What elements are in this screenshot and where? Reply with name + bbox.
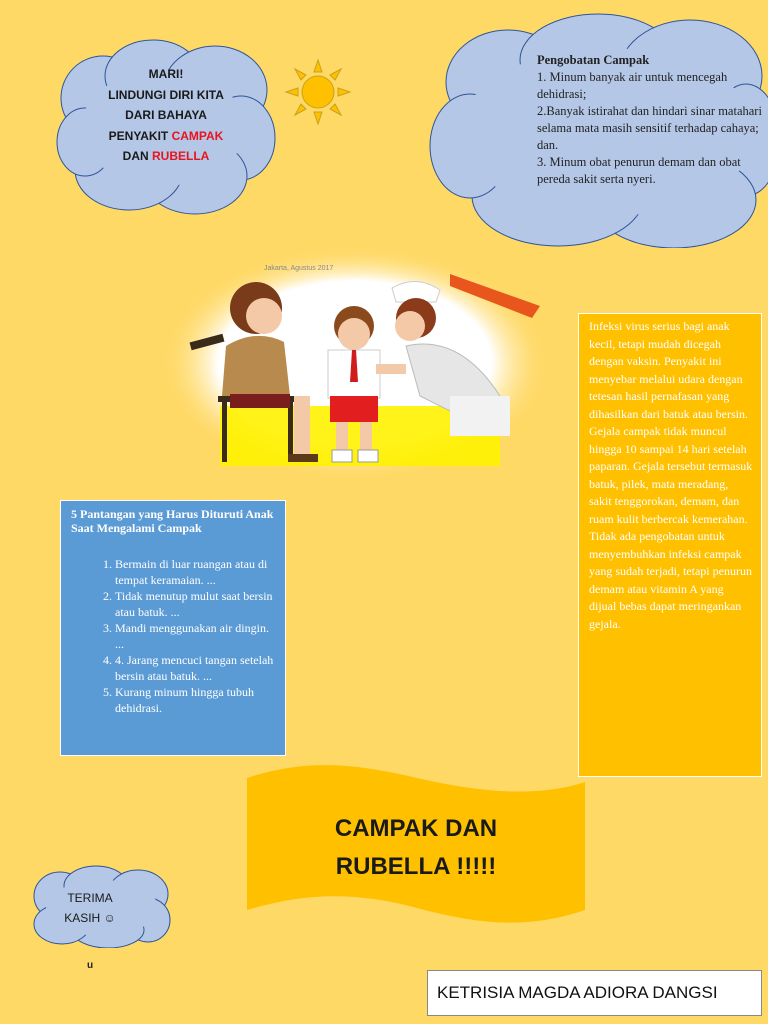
campaign-line-4 (55, 126, 277, 147)
rubella-highlight: RUBELLA (152, 149, 210, 163)
restrictions-title: 5 Pantangan yang Harus Dituruti Anak Saat Mengalami Campak (71, 507, 274, 535)
cloud-thanks (30, 864, 172, 948)
banner-line-1: CAMPAK DAN (334, 815, 498, 842)
vaccination-illustration (160, 246, 550, 480)
list-item: 4. 4. Jarang mencuci tangan setelah bersin atau batuk. ... (115, 652, 277, 684)
cloud-treatment (428, 12, 768, 248)
campaign-line-2: LINDUNGI DIRI KITA (108, 87, 224, 102)
restrictions-box (60, 500, 286, 756)
campaign-line-3: DARI BAHAYA (125, 108, 207, 122)
treatment-text (537, 52, 763, 188)
cloud-campaign-message (55, 38, 277, 216)
info-paragraph-2: Gejala campak tidak muncul hingga 10 sampai 14 hari setelah paparan. Gejala tersebut termasuk batuk, pilek, mata meradang, sakit tenggorokan, demam, dan ruam kulit berbercak kemerahan. (589, 424, 753, 526)
restrictions-list (61, 556, 285, 716)
list-item: 2. Tidak menutup mulut saat bersin atau batuk. ... (115, 588, 277, 620)
cloud-campaign-text (55, 64, 277, 167)
stray-character: u (87, 960, 94, 971)
treatment-title: Pengobatan Campak (537, 53, 650, 67)
campaign-line-1: MARI! (148, 67, 184, 81)
banner-line-2: RUBELLA !!!!! (335, 853, 497, 880)
illustration-caption: Jakarta, Agustus 2017 (264, 265, 334, 272)
campak-highlight: CAMPAK (171, 128, 224, 143)
thanks-line-1: TERIMA (67, 891, 113, 905)
sun-icon (284, 58, 352, 126)
treatment-item: 2.Banyak istirahat dan hindari sinar matahari selama mata masih sensitif terhadap cahaya; dan. (537, 104, 762, 152)
info-paragraph-3: Tidak ada pengobatan untuk menyembuhkan infeksi campak yang sudah terjadi, tetapi penurun demam atau vitamin A yang dijual bebas dapat meringankan gejala. (589, 529, 752, 631)
info-box (578, 313, 762, 777)
thanks-text (30, 888, 150, 928)
list-item: 3. Mandi menggunakan air dingin. ... (115, 620, 277, 652)
thanks-line-2: KASIH ☺ (64, 911, 116, 925)
list-item: 1. Bermain di luar ruangan atau di tempat keramaian. ... (115, 556, 277, 588)
banner-title (247, 810, 585, 886)
treatment-item: 3. Minum obat penurun demam dan obat pereda sakit serta nyeri. (537, 155, 741, 186)
campaign-line-5 (55, 146, 277, 167)
campaign-line-5-prefix: DAN (122, 149, 152, 163)
treatment-item: 1. Minum banyak air untuk mencegah dehidrasi; (537, 70, 728, 101)
list-item: 5. Kurang minum hingga tubuh dehidrasi. (115, 684, 277, 716)
info-paragraph-1: Infeksi virus serius bagi anak kecil, tetapi mudah dicegah dengan vaksin. Penyakit ini menyebar melalui udara dengan tetesan hasil pernafasan yang dihasilkan dari batuk atau bersin. (589, 319, 748, 421)
campaign-line-4-prefix: PENYAKIT (108, 128, 172, 143)
author-name: KETRISIA MAGDA ADIORA DANGSI (427, 970, 762, 1016)
